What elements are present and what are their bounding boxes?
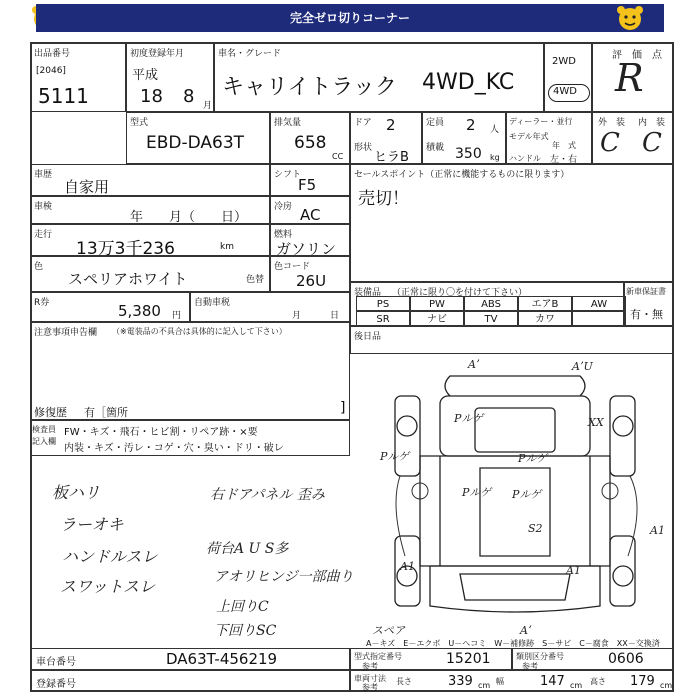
handwritten-note: 上回りC (216, 599, 269, 615)
late-label: 後日品 (354, 332, 382, 342)
color-change-label: 色替 (246, 275, 265, 285)
r-amount: 5,380 (118, 302, 161, 320)
fuel-label: 燃料 (274, 230, 293, 240)
color-value: スペリアホワイト (68, 270, 188, 288)
model-year-label: モデル年式 (509, 132, 549, 141)
handwritten-note: 下回りSC (214, 623, 277, 639)
car-name: キャリイトラック (222, 75, 397, 100)
designation-value: 15201 (446, 651, 491, 667)
category-label: 類別区分番号 (516, 652, 564, 661)
legend: A－キズ E－エクボ U－ヘコミ W－補修跡 S－サビ C－腐食 XX－交換済 (366, 639, 660, 648)
km-unit: km (220, 242, 234, 252)
category-value: 0606 (608, 651, 644, 667)
chassis-value: DA63T-456219 (166, 650, 278, 668)
sales-value: 売切！ (358, 189, 409, 209)
banner-title: 完全ゼロ切りコーナー (289, 11, 410, 25)
inspect-row1: FW・キズ・飛石・ヒビ割・リペア跡・×要 (64, 427, 258, 438)
type-label: 型式 (130, 118, 149, 128)
lot-number: 5111 (38, 84, 89, 108)
diagram-mark: Pルゲ (462, 486, 492, 499)
notes-label: 注意事項申告欄 (34, 328, 98, 338)
handwritten-note: アオリヒンジ一部曲り (214, 569, 354, 585)
reg-month-unit: 月 (203, 101, 213, 111)
load-value: 350 (455, 146, 482, 162)
inspect-row2: 内装・キズ・汚レ・コゲ・穴・臭い・ドリ・破レ (64, 443, 284, 454)
kg-unit: kg (490, 153, 500, 162)
width-label: 幅 (496, 677, 504, 686)
aircon-label: 冷房 (274, 202, 293, 212)
handwritten-note: ラーオキ (60, 515, 124, 534)
warranty-label: 新車保証書 (626, 287, 666, 296)
color-code-label: 色コード (274, 262, 311, 272)
model-year-unit: 年 式 (552, 141, 576, 150)
diagram-mark: A1 (400, 560, 415, 573)
repair-label: 修復歴 (34, 406, 67, 419)
height-label: 高さ (590, 677, 606, 686)
handle-value: 左・右 (550, 155, 578, 165)
inspect-label-2: 記入欄 (32, 437, 56, 446)
equip-sub: （正常に限り〇を付けて下さい） (392, 288, 528, 298)
handwritten-note: 荷台A U S多 (206, 541, 289, 557)
diagram-mark: A1 (650, 524, 665, 537)
r-unit: 円 (172, 311, 182, 321)
shift-value: F5 (298, 176, 317, 194)
color-code-value: 26U (296, 272, 327, 290)
sales-label: セールスポイント（正常に機能するものに限ります） (354, 170, 570, 180)
history-label: 車歴 (34, 170, 53, 180)
diagram-mark: Pルゲ (454, 412, 484, 425)
equip-label: 装備品 (354, 288, 382, 298)
chassis-label: 車台番号 (36, 657, 76, 668)
inspect-label: 検査員 (32, 425, 56, 434)
handwritten-note: 板ハリ (52, 483, 101, 502)
fuel-value: ガソリン (276, 240, 337, 258)
diagram-mark: S2 (528, 522, 543, 535)
reg-month: 8 (183, 86, 195, 107)
shift-label: シフト (274, 170, 302, 180)
length-value: 339 (448, 674, 473, 689)
tax-label: 自動車税 (194, 298, 231, 308)
drive-4wd: 4WD (553, 86, 577, 97)
diagram-mark: A1 (566, 564, 581, 577)
diagram-mark: Pルゲ (512, 488, 542, 501)
equip-item: PS (356, 296, 410, 311)
equip-item: PW (410, 296, 464, 311)
height-unit: cm (660, 681, 673, 690)
color-label: 色 (34, 262, 44, 272)
reg-box (30, 670, 350, 692)
mileage-value: 13万3千236 (76, 239, 175, 259)
handwritten-note: ハンドルスレ (62, 547, 158, 566)
size-label: 車両寸法 (354, 674, 386, 683)
diagram-mark: AʼU (572, 360, 593, 373)
int-score: C (642, 128, 662, 158)
diagram-mark: スペア (372, 624, 405, 637)
capacity-label: 定員 (426, 118, 445, 128)
score-value: R (615, 56, 644, 100)
tax-day: 日 (330, 311, 340, 321)
equip-item: エアB (518, 296, 572, 311)
category-ref: 参考 (522, 662, 538, 671)
lot-label: 出品番号 (34, 49, 71, 59)
equip-item (572, 311, 626, 326)
notes-sub: （※電装品の不具合は具体的に記入して下さい） (112, 327, 287, 336)
equip-item: ABS (464, 296, 518, 311)
shape-label: 形状 (354, 143, 373, 153)
size-ref: 参考 (362, 683, 378, 692)
doors-label: ドア (354, 118, 372, 128)
diagram-mark: Aʼ (520, 624, 532, 637)
r-label: R券 (34, 298, 50, 308)
aircon-value: AC (300, 206, 321, 224)
ext-score: C (600, 128, 620, 158)
designation-ref: 参考 (362, 662, 378, 671)
type-value: EBD-DA63T (146, 133, 245, 153)
history-value: 自家用 (64, 178, 110, 196)
warranty-value: 有・無 (630, 308, 663, 321)
diagram-mark: Aʼ (468, 358, 480, 371)
handwritten-note: スワットスレ (60, 577, 156, 596)
length-unit: cm (478, 681, 491, 690)
displacement-label: 排気量 (274, 118, 302, 128)
repair-value: 有［箇所 (84, 406, 128, 419)
load-label: 積載 (426, 143, 445, 153)
sales-box (350, 164, 674, 282)
mileage-label: 走行 (34, 230, 53, 240)
right-bear-mascot-icon (615, 3, 645, 33)
int-label: 内 装 (638, 118, 666, 128)
lot-code: [2046] (36, 66, 66, 76)
page-banner (36, 4, 664, 32)
inspection-label: 車検 (34, 202, 53, 212)
equip-item: ナビ (410, 311, 464, 326)
diagram-mark: Pルゲ (518, 452, 548, 465)
length-label: 長さ (396, 677, 412, 686)
ext-label: 外 装 (598, 118, 626, 128)
displacement-value: 658 (294, 133, 327, 153)
shape-value: ヒラB (374, 150, 409, 165)
capacity-unit: 人 (490, 125, 500, 135)
equip-item: AW (572, 296, 626, 311)
handle-label: ハンドル (509, 154, 541, 163)
height-value: 179 (630, 674, 655, 689)
cc-unit: CC (332, 152, 344, 161)
inspection-value: 年 月（ 日） (130, 210, 248, 225)
reg-year: 18 (140, 86, 163, 107)
first-reg-label: 初度登録年月 (130, 49, 185, 59)
handwritten-note: 右ドアパネル 歪み (210, 487, 325, 503)
r-box (30, 292, 190, 322)
diagram-mark: XX (588, 416, 604, 429)
diagram-mark: Pルゲ (380, 450, 410, 463)
capacity-value: 2 (466, 116, 476, 134)
designation-label: 型式指定番号 (354, 652, 402, 661)
equip-item: カワ (518, 311, 572, 326)
drive-2wd: 2WD (552, 56, 576, 67)
width-value: 147 (540, 674, 565, 689)
tax-month: 月 (292, 311, 302, 321)
doors-value: 2 (386, 116, 396, 134)
equip-item: SR (356, 311, 410, 326)
grade: 4WD_KC (422, 70, 515, 95)
reg-label: 登録番号 (36, 679, 76, 690)
model-grade-label: 車名・グレード (218, 49, 282, 59)
width-unit: cm (570, 681, 583, 690)
era: 平成 (132, 68, 159, 83)
repair-close-bracket: ] (340, 400, 346, 416)
dealer-label: ディーラー・並行 (509, 117, 573, 126)
late-box (350, 326, 674, 354)
equip-item: TV (464, 311, 518, 326)
score-label: 評 価 点 (612, 50, 662, 61)
